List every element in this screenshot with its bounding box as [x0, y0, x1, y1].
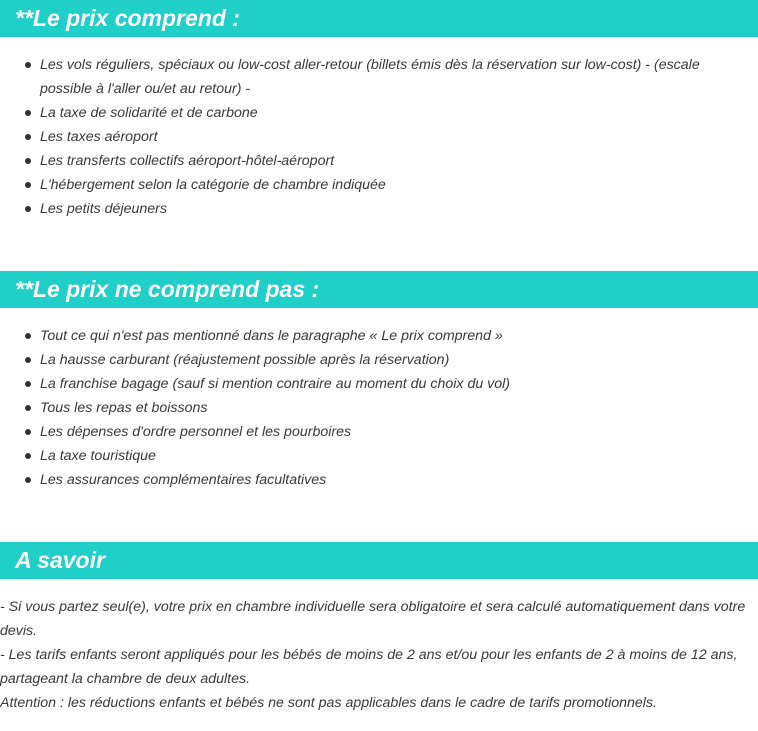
section-header-not-included: **Le prix ne comprend pas : — [0, 271, 758, 308]
bullet-icon — [25, 405, 31, 411]
list-item: La taxe touristique — [0, 444, 750, 468]
info-paragraph: - Les tarifs enfants seront appliqués pour les bébés de moins de 2 ans et/ou pour les enfants de 2 à moins de 12 ans, partageant la chambre de deux adultes. — [0, 647, 738, 687]
list-item: L'hébergement selon la catégorie de chambre indiquée — [0, 173, 750, 197]
bullet-icon — [25, 429, 31, 435]
bullet-icon — [25, 182, 31, 188]
bullet-icon — [25, 333, 31, 339]
bullet-icon — [25, 110, 31, 116]
a-savoir-text — [0, 595, 752, 715]
list-item: La taxe de solidarité et de carbone — [0, 101, 750, 125]
bullet-icon — [25, 62, 31, 68]
info-paragraph: - Si vous partez seul(e), votre prix en chambre individuelle sera obligatoire et sera calculé automatiquement dans votre devis. — [0, 599, 746, 639]
bullet-icon — [25, 158, 31, 164]
bullet-icon — [25, 206, 31, 212]
bullet-icon — [25, 134, 31, 140]
list-item: Tous les repas et boissons — [0, 396, 750, 420]
list-item: La hausse carburant (réajustement possible après la réservation) — [0, 348, 750, 372]
list-item: Tout ce qui n'est pas mentionné dans le paragraphe « Le prix comprend » — [0, 324, 750, 348]
list-item: Les transferts collectifs aéroport-hôtel-aéroport — [0, 149, 750, 173]
list-item: Les dépenses d'ordre personnel et les pourboires — [0, 420, 750, 444]
list-item: Les petits déjeuners — [0, 197, 750, 221]
list-item: La franchise bagage (sauf si mention contraire au moment du choix du vol) — [0, 372, 750, 396]
section-header-included: **Le prix comprend : — [0, 0, 758, 37]
bullet-icon — [25, 477, 31, 483]
bullet-icon — [25, 381, 31, 387]
included-list — [0, 53, 750, 221]
bullet-icon — [25, 453, 31, 459]
not-included-list — [0, 324, 750, 492]
list-item: Les assurances complémentaires facultatives — [0, 468, 750, 492]
list-item: Les taxes aéroport — [0, 125, 750, 149]
section-header-a-savoir: A savoir — [0, 542, 758, 579]
list-item: Les vols réguliers, spéciaux ou low-cost aller-retour (billets émis dès la réservation sur low-cost) - (escale possible à l'aller ou/et au retour) - — [0, 53, 750, 101]
bullet-icon — [25, 357, 31, 363]
info-paragraph: Attention : les réductions enfants et bébés ne sont pas applicables dans le cadre de tarifs promotionnels. — [0, 695, 657, 711]
